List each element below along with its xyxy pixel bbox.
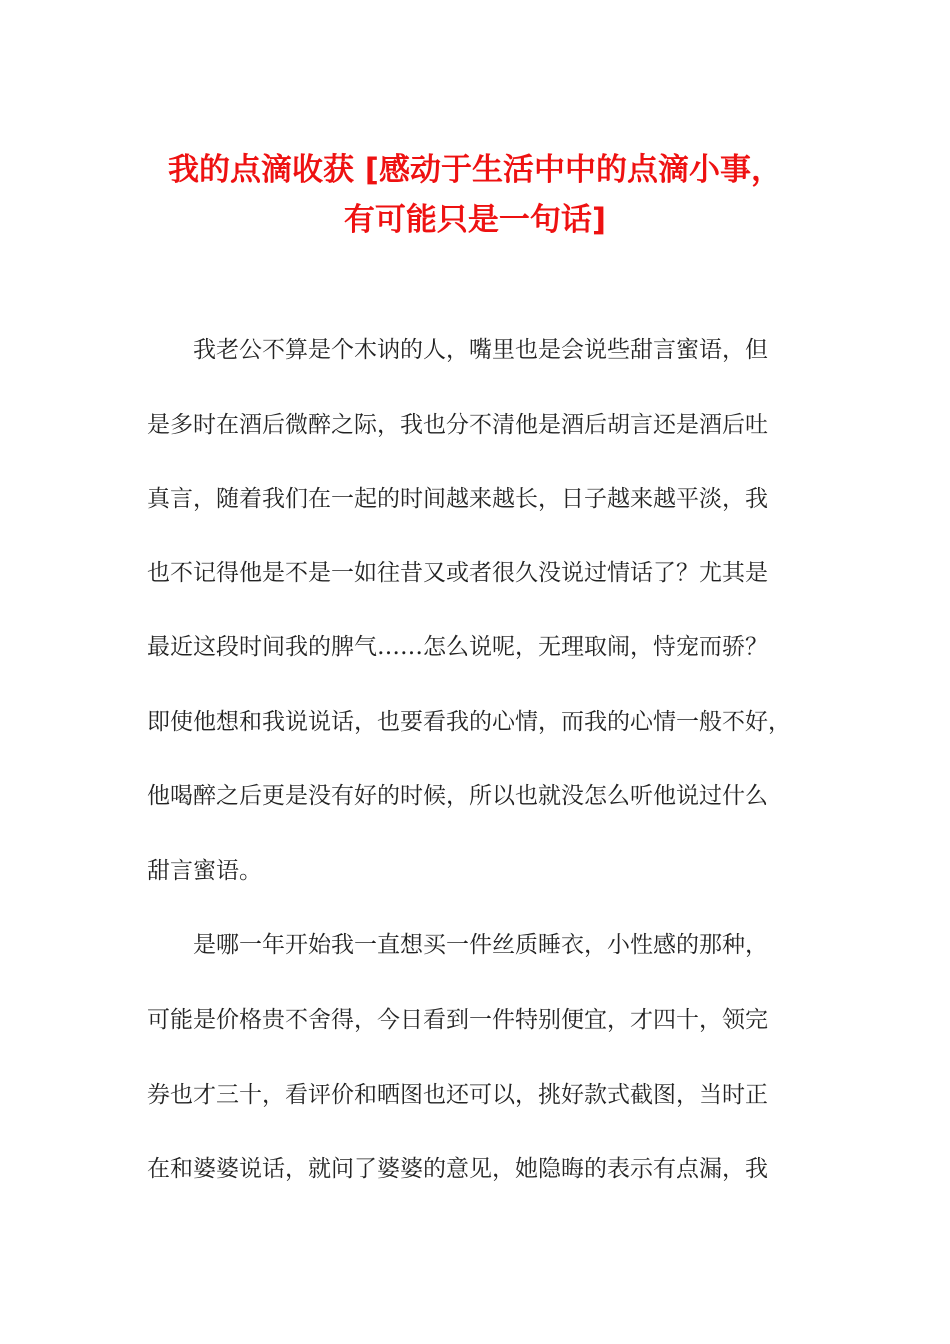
paragraph-1-line-4: 也不记得他是不是一如往昔又或者很久没说过情话了？尤其是 <box>147 560 768 586</box>
document-title-line-1: 我的点滴收获 [感动于生活中中的点滴小事， <box>168 152 782 188</box>
paragraph-1-line-8: 甜言蜜语。 <box>147 858 262 884</box>
paragraph-1-line-7: 他喝醉之后更是没有好的时候，所以也就没怎么听他说过什么 <box>147 783 768 809</box>
paragraph-1-line-3: 真言，随着我们在一起的时间越来越长，日子越来越平淡，我 <box>147 486 768 512</box>
paragraph-1-line-6: 即使他想和我说说话，也要看我的心情，而我的心情一般不好， <box>147 709 791 735</box>
paragraph-2-line-2: 可能是价格贵不舍得，今日看到一件特别便宜，才四十，领完 <box>147 1007 768 1033</box>
paragraph-2-line-1: 是哪一年开始我一直想买一件丝质睡衣，小性感的那种， <box>193 932 768 958</box>
paragraph-1-line-1: 我老公不算是个木讷的人，嘴里也是会说些甜言蜜语，但 <box>193 337 768 363</box>
paragraph-1-line-5: 最近这段时间我的脾气……怎么说呢，无理取闹，恃宠而骄？ <box>147 634 768 660</box>
document-title-line-2: 有可能只是一句话] <box>343 202 607 238</box>
paragraph-2-line-3: 券也才三十，看评价和晒图也还可以，挑好款式截图，当时正 <box>147 1082 768 1108</box>
paragraph-1-line-2: 是多时在酒后微醉之际，我也分不清他是酒后胡言还是酒后吐 <box>147 412 768 438</box>
paragraph-2-line-4: 在和婆婆说话，就问了婆婆的意见，她隐晦的表示有点漏，我 <box>147 1156 768 1182</box>
